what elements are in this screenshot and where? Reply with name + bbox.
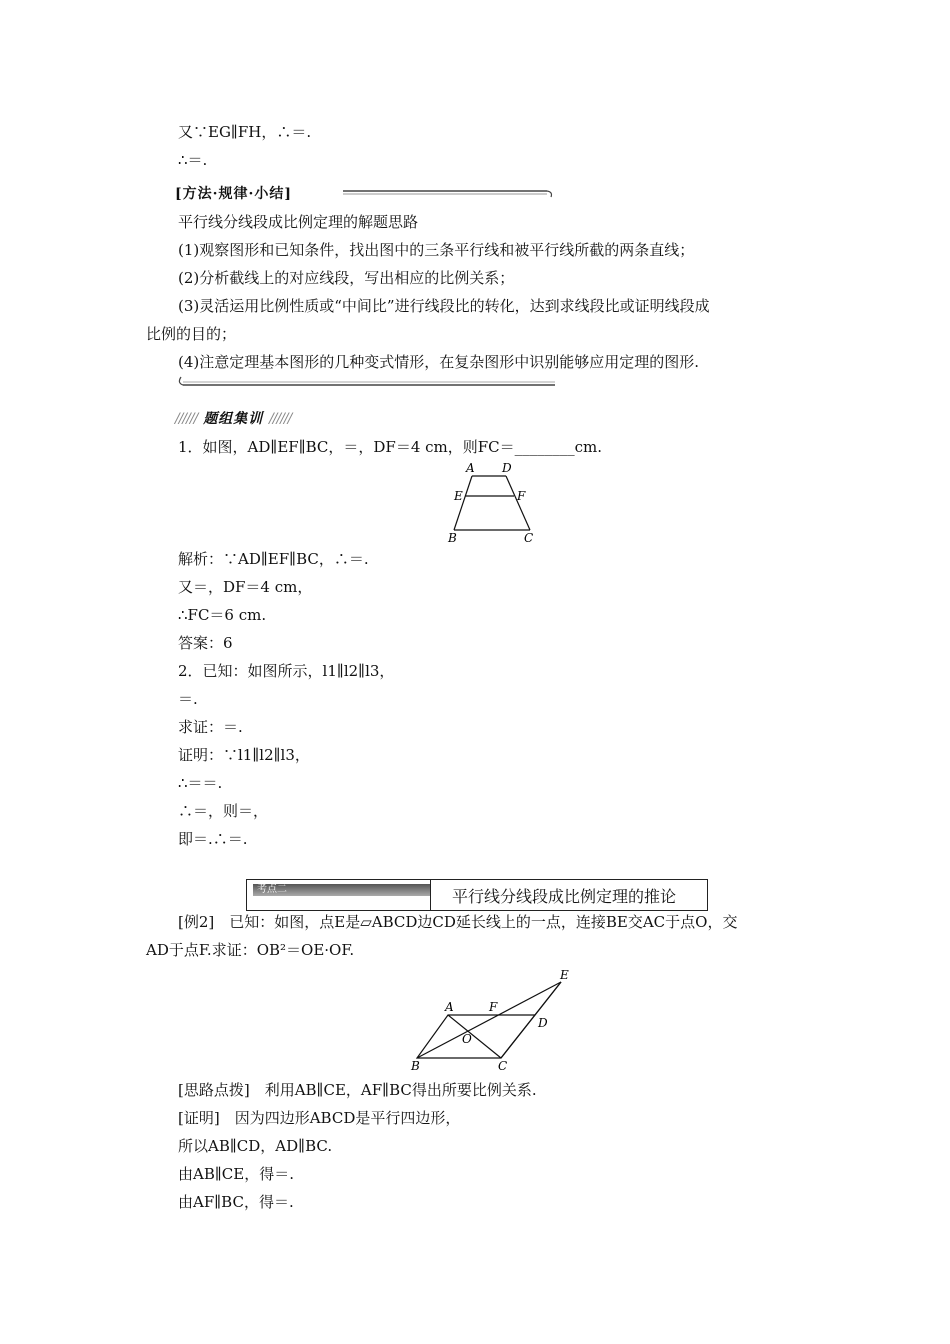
fig-label: F <box>489 1000 498 1014</box>
method-item: 比例的目的； <box>146 325 237 343</box>
q2-line: ∴＝，则＝， <box>178 802 269 820</box>
fig-label: B <box>411 1059 420 1073</box>
kaodian-title: 平行线分线段成比例定理的推论 <box>452 887 677 906</box>
parallelogram-figure <box>405 965 585 1075</box>
example-line: AD于点F.求证：OB²＝OE·OF. <box>146 941 355 959</box>
fig-label: O <box>462 1032 472 1046</box>
hint-line: [思路点拨] 利用AB∥CE，AF∥BC得出所要比例关系. <box>178 1081 537 1099</box>
fig-label: F <box>517 489 526 503</box>
method-banner <box>175 181 555 205</box>
method-label: [方法·规律·小结] <box>175 186 292 202</box>
fig-label: A <box>445 1000 454 1014</box>
fig-label: E <box>560 968 569 982</box>
q2-line: ＝. <box>178 690 198 708</box>
q2-line: 即＝.∴＝. <box>178 830 248 848</box>
example-line: [例2] 已知：如图，点E是▱ABCD边CD延长线上的一点，连接BE交AC于点O，交 <box>178 913 738 931</box>
method-title: 平行线分线段成比例定理的解题思路 <box>178 213 419 231</box>
text-line: ∴＝. <box>178 151 208 169</box>
q1-analysis: 解析：∵AD∥EF∥BC，∴＝. <box>178 550 369 568</box>
q1-answer: 答案：6 <box>178 634 233 652</box>
proof-line: 由AB∥CE，得＝. <box>178 1165 294 1183</box>
q2-line: 求证：＝. <box>178 718 243 736</box>
hatch-icon: ////// <box>175 411 198 427</box>
kaodian-tag: 考点二 <box>253 884 431 896</box>
kaodian-divider <box>430 880 431 910</box>
method-item: (2)分析截线上的对应线段，写出相应的比例关系； <box>178 269 515 287</box>
fig-label: B <box>448 531 457 545</box>
method-item: (1)观察图形和已知条件，找出图中的三条平行线和被平行线所截的两条直线； <box>178 241 695 259</box>
q1-analysis: ∴FC＝6 cm. <box>178 606 267 624</box>
q2-line: ∴＝＝. <box>178 774 223 792</box>
q1-analysis: 又＝，DF＝4 cm， <box>178 578 313 596</box>
q1-question: 1．如图，AD∥EF∥BC，＝，DF＝4 cm，则FC＝________cm. <box>178 438 603 456</box>
fig-label: D <box>502 461 512 475</box>
method-item: (4)注意定理基本图形的几种变式情形，在复杂图形中识别能够应用定理的图形. <box>178 353 700 371</box>
proof-line: 由AF∥BC，得＝. <box>178 1193 294 1211</box>
method-bottom-rule-icon <box>175 375 565 391</box>
trapezoid-figure <box>440 460 540 545</box>
section-title-text: 题组集训 <box>203 411 264 427</box>
proof-line: [证明] 因为四边形ABCD是平行四边形， <box>178 1109 461 1127</box>
text-line: 又∵EG∥FH，∴＝. <box>178 123 312 141</box>
fig-label: D <box>538 1016 548 1030</box>
fig-label: E <box>454 489 463 503</box>
fig-label: A <box>466 461 475 475</box>
proof-line: 所以AB∥CD，AD∥BC. <box>178 1137 333 1155</box>
q2-line: 2．已知：如图所示，l1∥l2∥l3， <box>178 662 395 680</box>
fig-label: C <box>498 1059 508 1073</box>
hatch-icon: ////// <box>269 411 292 427</box>
section-title <box>175 408 291 428</box>
method-item: (3)灵活运用比例性质或“中间比”进行线段比的转化，达到求线段比或证明线段成 <box>178 297 710 315</box>
q2-line: 证明：∵l1∥l2∥l3， <box>178 746 310 764</box>
banner-rule-icon <box>175 181 555 205</box>
kaodian-box <box>246 879 708 911</box>
fig-label: C <box>524 531 534 545</box>
